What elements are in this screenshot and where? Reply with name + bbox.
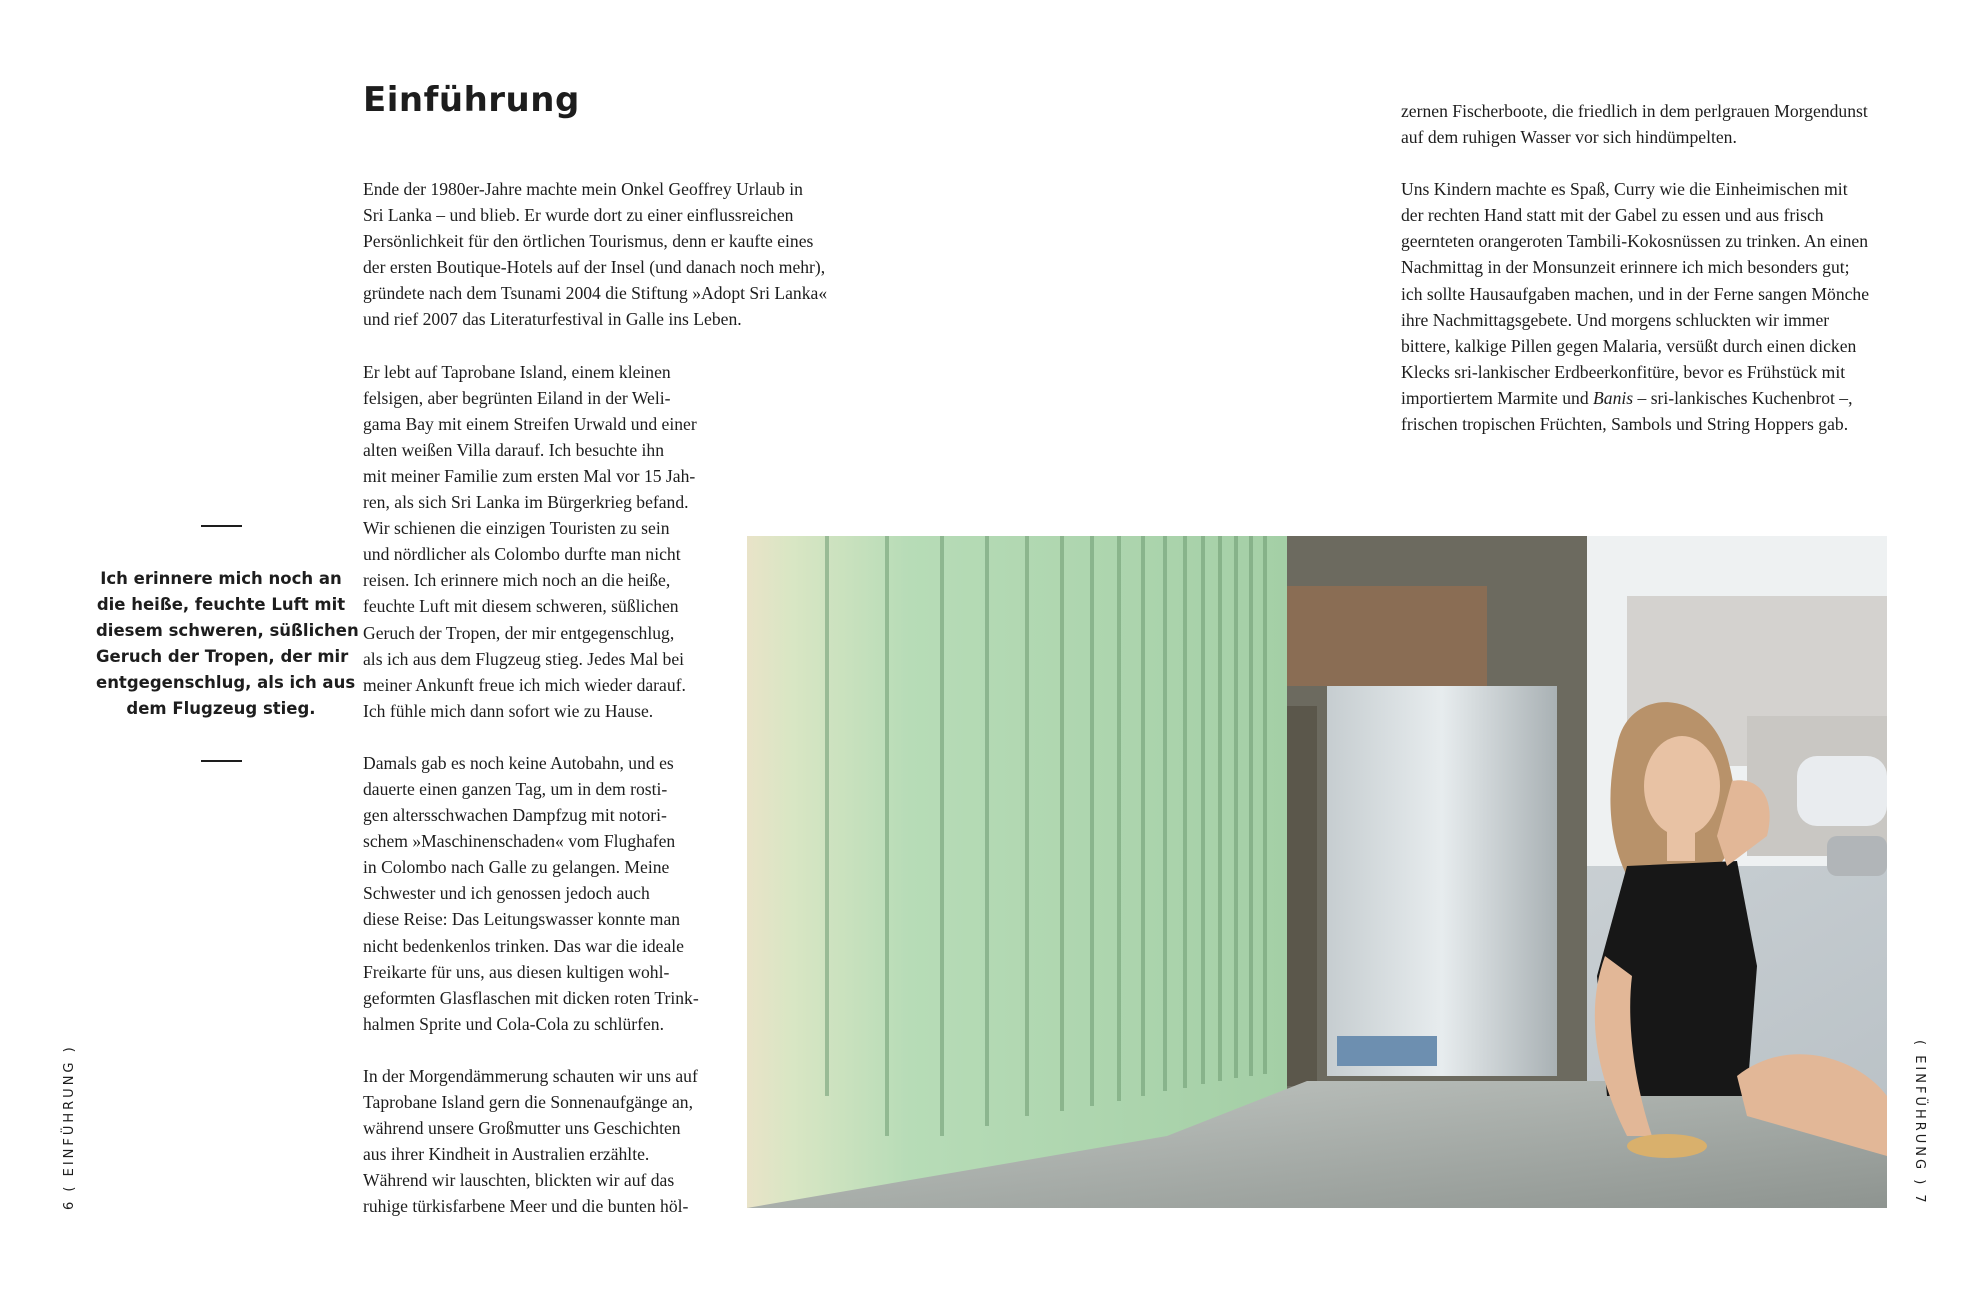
text-line: bittere, kalkige Pillen gegen Malaria, versüßt durch einen dicken bbox=[1401, 335, 1857, 356]
text-line: gen altersschwachen Dampfzug mit notori- bbox=[363, 805, 667, 826]
photo-illustration bbox=[747, 536, 1887, 1208]
text-line: während unsere Großmutter uns Geschichten bbox=[363, 1118, 681, 1139]
text-line: Wir schienen die einzigen Touristen zu sein bbox=[363, 518, 670, 539]
text-line: Sri Lanka – und blieb. Er wurde dort zu einer einflussreichen bbox=[363, 205, 794, 226]
text-line: meiner Ankunft freue ich mich wieder darauf. bbox=[363, 674, 686, 695]
text-line: dauerte einen ganzen Tag, um in dem rosti- bbox=[363, 778, 668, 799]
text-line: alten weißen Villa darauf. Ich besuchte ihn bbox=[363, 439, 665, 460]
text-line: Während wir lauschten, blickten wir auf das bbox=[363, 1170, 675, 1191]
text-line: geformten Glasflaschen mit dicken roten Trink- bbox=[363, 987, 699, 1008]
text-line: nicht bedenkenlos trinken. Das war die ideale bbox=[363, 935, 684, 956]
text-line: Taprobane Island gern die Sonnenaufgänge an, bbox=[363, 1092, 693, 1112]
text-line: ihre Nachmittagsgebete. Und morgens schluckten wir immer bbox=[1401, 309, 1830, 330]
text-line: diese Reise: Das Leitungswasser konnte man bbox=[363, 909, 681, 930]
text-line: feuchte Luft mit diesem schweren, süßlichen bbox=[363, 596, 679, 617]
text-line: Persönlichkeit für den örtlichen Tourismus, denn er kaufte eines bbox=[363, 231, 814, 252]
text-line: Geruch der Tropen, der mir entgegenschlug, bbox=[363, 622, 675, 643]
text-line: In der Morgendämmerung schauten wir uns auf bbox=[363, 1065, 698, 1086]
text-line: Uns Kindern machte es Spaß, Curry wie die Einheimischen mit bbox=[1401, 179, 1848, 200]
pull-quote-rule-bottom bbox=[201, 760, 242, 762]
paragraph bbox=[363, 176, 827, 333]
text-line: Er lebt auf Taprobane Island, einem kleinen bbox=[363, 361, 671, 382]
page-heading: Einführung bbox=[363, 80, 580, 120]
folio-left-text: 6 ( EINFÜHRUNG ) bbox=[62, 1044, 77, 1210]
text-line: der ersten Boutique-Hotels auf der Insel (und danach noch mehr), bbox=[363, 257, 826, 278]
face bbox=[1644, 736, 1720, 836]
text-fragment: importiertem Marmite und bbox=[1401, 387, 1594, 408]
text-fragment: – sri-lankisches Kuchenbrot –, bbox=[1633, 387, 1853, 408]
text-line: in Colombo nach Galle zu gelangen. Meine bbox=[363, 857, 670, 878]
pull-quote-line: diesem schweren, süßlichen bbox=[96, 621, 359, 641]
neck bbox=[1667, 831, 1695, 861]
folio-right bbox=[1911, 1040, 1927, 1220]
pull-quote-line: die heiße, feuchte Luft mit bbox=[96, 595, 346, 615]
paragraph bbox=[1401, 176, 1869, 437]
text-line: halmen Sprite und Cola-Cola zu schlürfen. bbox=[363, 1013, 664, 1034]
parked-car bbox=[1797, 756, 1887, 826]
text-line: gama Bay mit einem Streifen Urwald und einer bbox=[363, 413, 697, 434]
folio-left bbox=[62, 1044, 78, 1210]
text-line: Ende der 1980er-Jahre machte mein Onkel Geoffrey Urlaub in bbox=[363, 179, 803, 199]
text-line: mit meiner Familie zum ersten Mal vor 15 Jah- bbox=[363, 465, 696, 486]
text-line bbox=[1401, 385, 1869, 411]
text-line: als ich aus dem Flugzeug stieg. Jedes Mal bei bbox=[363, 648, 685, 669]
pull-quote-rule-top bbox=[201, 525, 242, 527]
food bbox=[1627, 1134, 1707, 1158]
street-photo bbox=[747, 536, 1887, 1208]
metal-cabinet bbox=[1327, 686, 1557, 1076]
text-line: geernteten orangeroten Tambili-Kokosnüssen zu trinken. An einen bbox=[1401, 231, 1868, 252]
text-line: Ich fühle mich dann sofort wie zu Hause. bbox=[363, 700, 654, 721]
text-line: und rief 2007 das Literaturfestival in Galle ins Leben. bbox=[363, 309, 742, 330]
text-line: reisen. Ich erinnere mich noch an die heiße, bbox=[363, 570, 671, 591]
pull-quote bbox=[96, 566, 359, 723]
text-line: aus ihrer Kindheit in Australien erzählte. bbox=[363, 1144, 650, 1165]
text-line: Klecks sri-lankischer Erdbeerkonfitüre, bevor es Frühstück mit bbox=[1401, 361, 1846, 382]
paragraph bbox=[1401, 98, 1869, 150]
text-line: ruhige türkisfarbene Meer und die bunten höl- bbox=[363, 1196, 689, 1217]
right-text-column bbox=[1401, 98, 1869, 463]
text-line: auf dem ruhigen Wasser vor sich hindümpelten. bbox=[1401, 127, 1737, 148]
text-line: ren, als sich Sri Lanka im Bürgerkrieg befand. bbox=[363, 492, 689, 513]
text-line: ich sollte Hausaufgaben machen, und in der Ferne sangen Mönche bbox=[1401, 283, 1870, 304]
blue-crate bbox=[1337, 1036, 1437, 1066]
text-line: Schwester und ich genossen jedoch auch bbox=[363, 883, 650, 904]
text-line: der rechten Hand statt mit der Gabel zu essen und aus frisch bbox=[1401, 205, 1824, 226]
text-line: Damals gab es noch keine Autobahn, und es bbox=[363, 752, 674, 773]
pull-quote-line: entgegenschlug, als ich aus bbox=[96, 673, 356, 693]
italic-term: Banis bbox=[1593, 387, 1634, 408]
text-line: schem »Maschinenschaden« vom Flughafen bbox=[363, 831, 676, 852]
pull-quote-line: dem Flugzeug stieg. bbox=[126, 699, 316, 719]
wooden-box bbox=[1257, 586, 1487, 686]
text-line: zernen Fischerboote, die friedlich in dem perlgrauen Morgendunst bbox=[1401, 101, 1868, 121]
text-line: frischen tropischen Früchten, Sambols und String Hoppers gab. bbox=[1401, 414, 1849, 435]
parked-car bbox=[1827, 836, 1887, 876]
pull-quote-line: Geruch der Tropen, der mir bbox=[96, 647, 349, 667]
pull-quote-line: Ich erinnere mich noch an bbox=[100, 569, 342, 588]
text-line: Nachmittag in der Monsunzeit erinnere ich mich besonders gut; bbox=[1401, 257, 1850, 278]
text-line: Freikarte für uns, aus diesen kultigen wohl- bbox=[363, 961, 670, 982]
folio-right-text: ( EINFÜHRUNG ) 7 bbox=[1912, 1040, 1927, 1206]
text-line: felsigen, aber begrünten Eiland in der Weli- bbox=[363, 387, 671, 408]
text-line: gründete nach dem Tsunami 2004 die Stiftung »Adopt Sri Lanka« bbox=[363, 283, 828, 304]
text-line: und nördlicher als Colombo durfte man nicht bbox=[363, 544, 681, 565]
